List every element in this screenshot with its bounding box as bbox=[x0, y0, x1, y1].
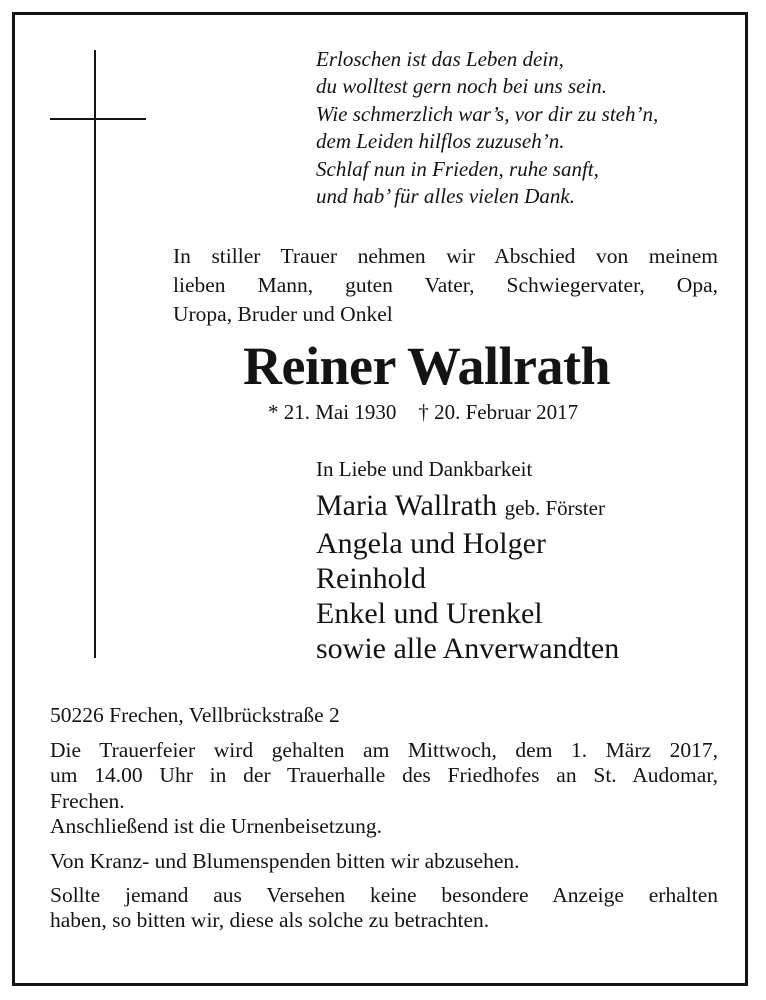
mourner-spouse bbox=[316, 488, 619, 526]
mourners-intro: In Liebe und Dankbarkeit bbox=[316, 457, 533, 481]
cross-icon bbox=[94, 50, 96, 658]
cross-icon-crossbar bbox=[50, 118, 146, 120]
memorial-poem bbox=[316, 46, 658, 210]
mourning-intro bbox=[173, 242, 718, 329]
notice-line: haben, so bitten wir, diese als solche zu betrachten. bbox=[50, 908, 490, 933]
spouse-name: Maria Wallrath bbox=[316, 489, 498, 522]
poem-line: und hab’ für alles vielen Dank. bbox=[316, 184, 575, 209]
mourner-line: Enkel und Urenkel bbox=[316, 597, 543, 630]
poem-line: dem Leiden hilflos zuzuseh’n. bbox=[316, 129, 565, 154]
intro-line: Uropa, Bruder und Onkel bbox=[173, 302, 393, 326]
ceremony-info bbox=[50, 738, 718, 814]
spouse-maiden-name: geb. Förster bbox=[504, 496, 605, 520]
funeral-details bbox=[50, 738, 718, 934]
intro-line: lieben Mann, guten Vater, Schwiegervater, Opa, bbox=[173, 273, 718, 297]
poem-line: Schlaf nun in Frieden, ruhe sanft, bbox=[316, 156, 599, 181]
urn-info: Anschließend ist die Urnenbeisetzung. bbox=[50, 814, 382, 839]
mourners-list bbox=[316, 488, 619, 666]
birth-date: * 21. Mai 1930 bbox=[268, 400, 397, 424]
ceremony-line: um 14.00 Uhr in der Trauerhalle des Friedhofes an St. Audomar, bbox=[50, 763, 718, 788]
intro-line: In stiller Trauer nehmen wir Abschied von meinem bbox=[173, 244, 718, 268]
mourner-line: Angela und Holger bbox=[316, 527, 546, 560]
death-date: † 20. Februar 2017 bbox=[418, 400, 579, 424]
ceremony-line: Frechen. bbox=[50, 788, 125, 813]
life-dates bbox=[268, 398, 578, 426]
notice-line: Sollte jemand aus Versehen keine besondere Anzeige erhalten bbox=[50, 883, 718, 908]
ceremony-line: Die Trauerfeier wird gehalten am Mittwoch, dem 1. März 2017, bbox=[50, 738, 718, 762]
deceased-name: Reiner Wallrath bbox=[243, 336, 610, 396]
mourner-line: Reinhold bbox=[316, 562, 426, 595]
poem-line: Wie schmerzlich war’s, vor dir zu steh’n, bbox=[316, 101, 659, 126]
family-address: 50226 Frechen, Vellbrückstraße 2 bbox=[50, 703, 340, 727]
notice-info bbox=[50, 883, 718, 934]
poem-line: Erloschen ist das Leben dein, bbox=[316, 47, 564, 71]
mourner-line: sowie alle Anverwandten bbox=[316, 632, 620, 665]
poem-line: du wolltest gern noch bei uns sein. bbox=[316, 74, 608, 99]
flowers-info: Von Kranz- und Blumenspenden bitten wir abzusehen. bbox=[50, 848, 520, 873]
